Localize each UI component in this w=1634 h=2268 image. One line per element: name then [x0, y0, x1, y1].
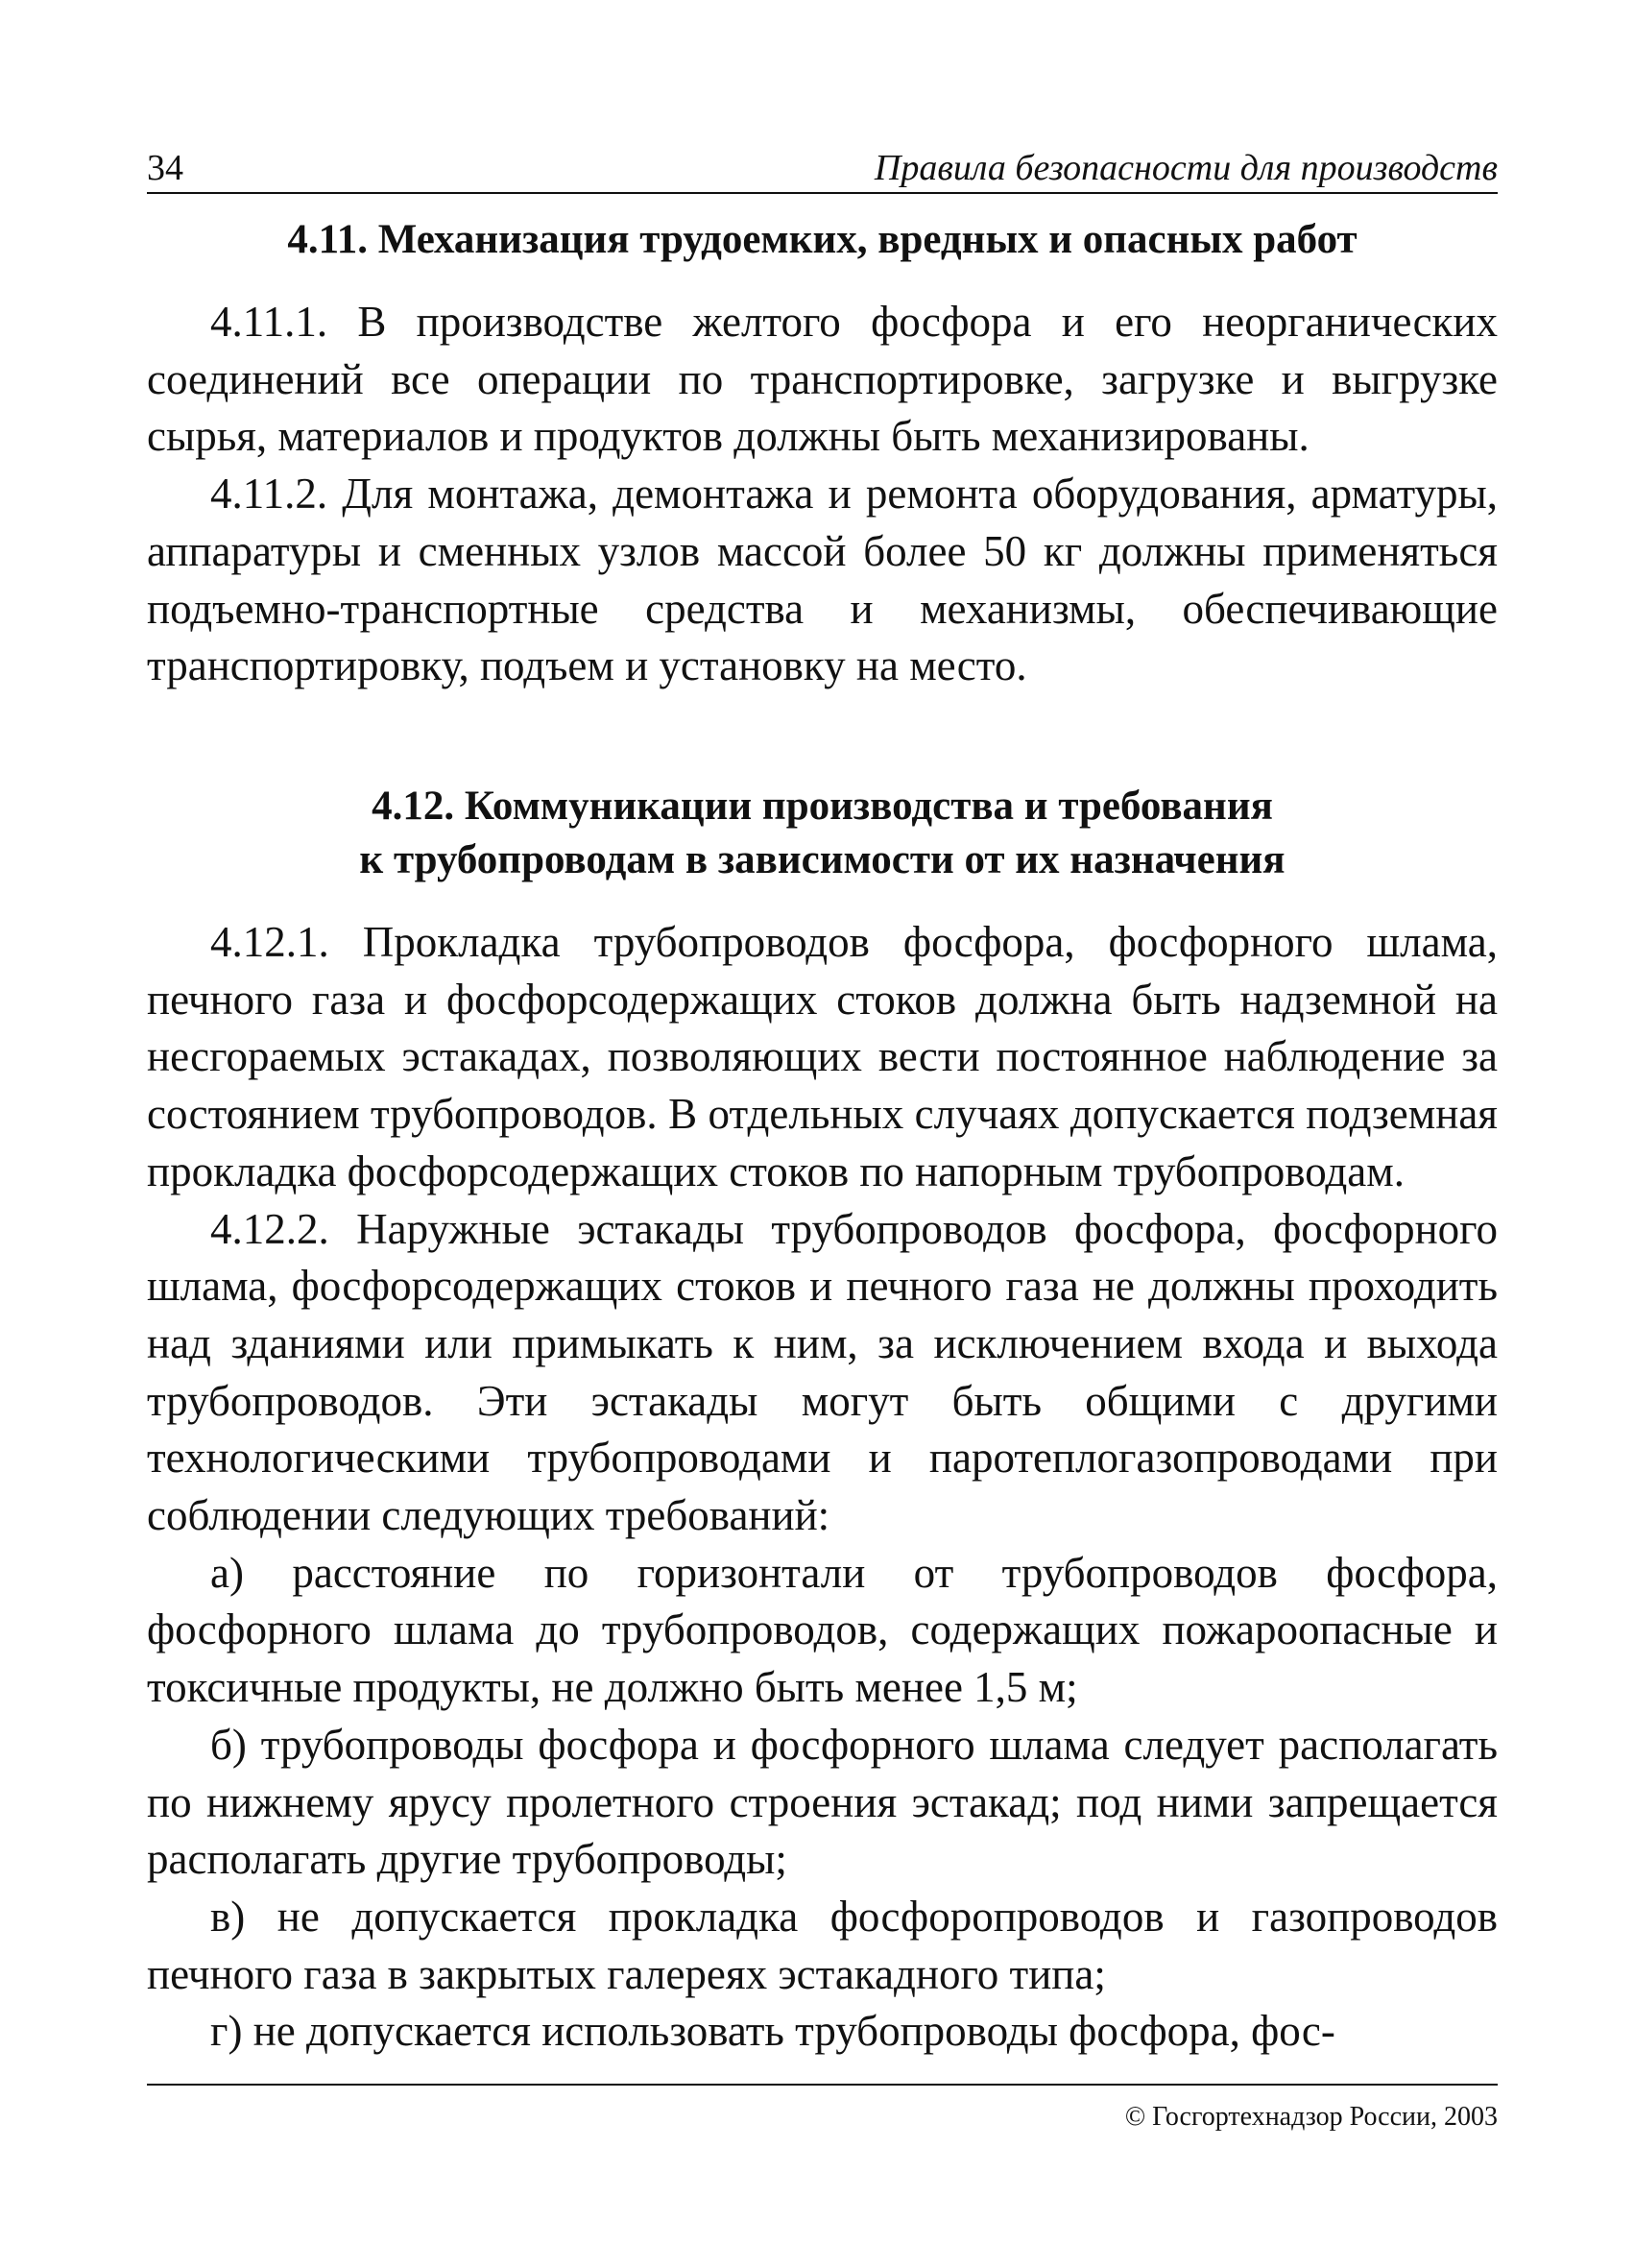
section-4-12-heading-line-2: к трубопроводам в зависимости от их назначения	[359, 837, 1286, 882]
section-4-12-body	[147, 914, 1498, 2061]
section-4-11-heading: 4.11. Механизация трудоемких, вредных и опасных работ	[287, 217, 1358, 262]
running-title: Правила безопасности для производств	[874, 148, 1498, 188]
section-4-12-heading-line-1: 4.12. Коммуникации производства и требования	[372, 784, 1273, 829]
paragraph-4-12-1: 4.12.1. Прокладка трубопроводов фосфора, фосфорного шлама, печного газа и фосфорсодержащих стоков должна быть надземной на несгораемых эстакадах, позволяющих вести постоянное наблюдение за состоянием трубопроводов. В отдельных случаях допускается подземная прокладка фосфорсодержащих стоков по напорным трубопроводам.	[147, 918, 1498, 1195]
page-footer	[147, 2084, 1498, 2132]
list-item-g: г) не допускается использовать трубопроводы фосфора, фос-	[210, 2007, 1335, 2056]
paragraph-4-12-2: 4.12.2. Наружные эстакады трубопроводов фосфора, фосфорного шлама, фосфорсодержащих стоков и печного газа не должны проходить над зданиями или примыкать к ним, за исключением входа и выхода трубопроводов. Эти эстакады могут быть общими с другими технологическими трубопроводами и паротеплогазопроводами при соблюдении следующих требований:	[147, 1204, 1498, 1540]
section-4-12-heading	[147, 780, 1498, 887]
paragraph-4-11-1: 4.11.1. В производстве желтого фосфора и его неорганических соединений все операции по транспортировке, загрузке и выгрузке сырья, материалов и продуктов должны быть механизированы.	[147, 298, 1498, 461]
copyright-notice: © Госгортехнадзор России, 2003	[1124, 2102, 1498, 2132]
paragraph-4-11-2: 4.11.2. Для монтажа, демонтажа и ремонта оборудования, арматуры, аппаратуры и сменных узлов массой более 50 кг должны применяться подъемно-транспортные средства и механизмы, обеспечивающие транспортировку, подъем и установку на место.	[147, 470, 1498, 690]
list-item-v: в) не допускается прокладка фосфоропроводов и газопроводов печного газа в закрытых галереях эстакадного типа;	[147, 1892, 1498, 1998]
page-number: 34	[147, 148, 183, 188]
page-header	[147, 144, 1498, 194]
section-4-11-body	[147, 294, 1498, 695]
list-item-a: а) расстояние по горизонтали от трубопроводов фосфора, фосфорного шлама до трубопроводов, содержащих пожароопасные и токсичные продукты, не должно быть менее 1,5 м;	[147, 1548, 1498, 1712]
list-item-b: б) трубопроводы фосфора и фосфорного шлама следует располагать по нижнему ярусу пролетного строения эстакад; под ними запрещается располагать другие трубопроводы;	[147, 1720, 1498, 1884]
